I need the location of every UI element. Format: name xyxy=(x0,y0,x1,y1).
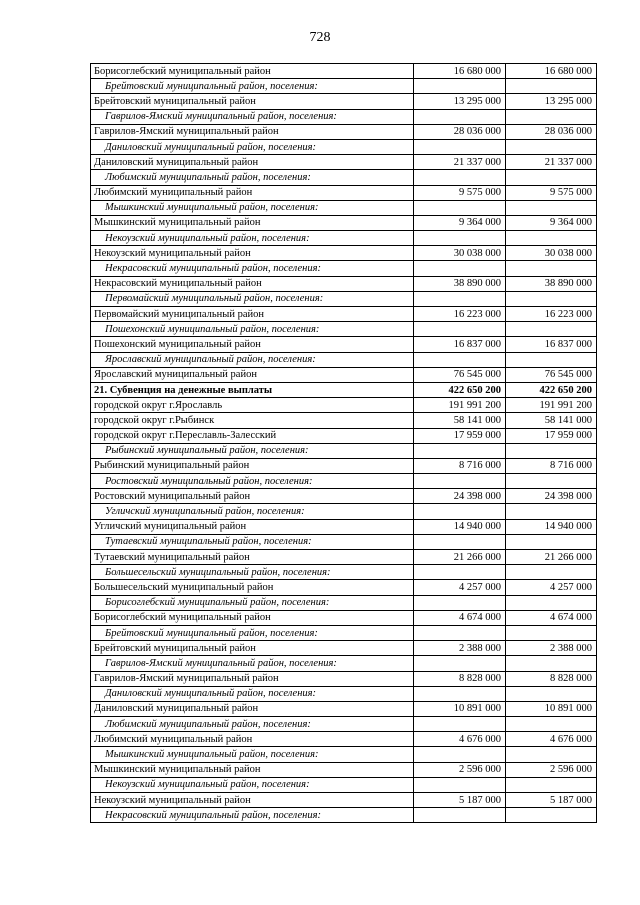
row-name-cell: Первомайский муниципальный район, поселения: xyxy=(91,291,414,306)
row-name-cell: Ростовский муниципальный район xyxy=(91,489,414,504)
row-name-cell: Большесельский муниципальный район xyxy=(91,580,414,595)
table-row-settlements xyxy=(91,79,597,94)
row-name-cell: Рыбинский муниципальный район xyxy=(91,458,414,473)
row-name-cell: Мышкинский муниципальный район xyxy=(91,762,414,777)
row-value-2-cell: 2 388 000 xyxy=(506,641,597,656)
table-row-settlements xyxy=(91,686,597,701)
row-name-cell: Некоузский муниципальный район xyxy=(91,793,414,808)
row-value-1-cell: 17 959 000 xyxy=(414,428,506,443)
row-name-cell: Даниловский муниципальный район, поселения: xyxy=(91,139,414,154)
row-name-cell: Ярославский муниципальный район xyxy=(91,367,414,382)
row-name-cell: Ростовский муниципальный район, поселения: xyxy=(91,474,414,489)
row-value-2-cell: 9 364 000 xyxy=(506,215,597,230)
row-name-cell: Некоузский муниципальный район xyxy=(91,246,414,261)
row-value-1-cell xyxy=(414,504,506,519)
table-row xyxy=(91,641,597,656)
row-value-2-cell: 21 337 000 xyxy=(506,155,597,170)
row-value-1-cell xyxy=(414,352,506,367)
row-value-2-cell xyxy=(506,322,597,337)
row-value-1-cell xyxy=(414,747,506,762)
table-row xyxy=(91,276,597,291)
row-value-1-cell xyxy=(414,231,506,246)
row-value-1-cell xyxy=(414,777,506,792)
table-row xyxy=(91,489,597,504)
row-name-cell: Угличский муниципальный район xyxy=(91,519,414,534)
row-name-cell: Ярославский муниципальный район, поселения: xyxy=(91,352,414,367)
table-row-settlements xyxy=(91,595,597,610)
row-value-1-cell: 16 223 000 xyxy=(414,307,506,322)
row-value-1-cell: 4 674 000 xyxy=(414,610,506,625)
row-value-1-cell: 16 837 000 xyxy=(414,337,506,352)
row-value-2-cell: 21 266 000 xyxy=(506,550,597,565)
table-row xyxy=(91,124,597,139)
table-row xyxy=(91,413,597,428)
table-row-settlements xyxy=(91,443,597,458)
row-value-2-cell xyxy=(506,656,597,671)
row-name-cell: Тутаевский муниципальный район, поселения: xyxy=(91,534,414,549)
table-row-settlements xyxy=(91,474,597,489)
row-value-2-cell: 4 257 000 xyxy=(506,580,597,595)
table-row xyxy=(91,671,597,686)
row-name-cell: Любимский муниципальный район, поселения: xyxy=(91,170,414,185)
row-value-2-cell xyxy=(506,139,597,154)
table-row xyxy=(91,94,597,109)
table-row-settlements xyxy=(91,231,597,246)
row-value-2-cell: 24 398 000 xyxy=(506,489,597,504)
row-name-cell: Мышкинский муниципальный район, поселения: xyxy=(91,747,414,762)
row-name-cell: Тутаевский муниципальный район xyxy=(91,550,414,565)
table-row-section-total xyxy=(91,382,597,397)
row-name-cell: Гаврилов-Ямский муниципальный район, поселения: xyxy=(91,656,414,671)
row-name-cell: Любимский муниципальный район xyxy=(91,732,414,747)
row-value-2-cell xyxy=(506,686,597,701)
row-name-cell: Некоузский муниципальный район, поселения: xyxy=(91,231,414,246)
row-value-1-cell xyxy=(414,595,506,610)
row-value-2-cell xyxy=(506,170,597,185)
table-row-settlements xyxy=(91,170,597,185)
table-row-settlements xyxy=(91,808,597,823)
row-value-2-cell xyxy=(506,352,597,367)
row-value-1-cell: 191 991 200 xyxy=(414,398,506,413)
row-value-1-cell: 14 940 000 xyxy=(414,519,506,534)
row-name-cell: Большесельский муниципальный район, поселения: xyxy=(91,565,414,580)
row-value-2-cell: 10 891 000 xyxy=(506,701,597,716)
table-row-settlements xyxy=(91,352,597,367)
row-value-1-cell xyxy=(414,322,506,337)
row-value-1-cell xyxy=(414,534,506,549)
row-value-2-cell: 4 676 000 xyxy=(506,732,597,747)
table-body xyxy=(91,64,597,823)
table-row xyxy=(91,701,597,716)
row-value-1-cell xyxy=(414,443,506,458)
row-name-cell: Брейтовский муниципальный район xyxy=(91,94,414,109)
row-value-1-cell: 4 257 000 xyxy=(414,580,506,595)
row-value-1-cell xyxy=(414,79,506,94)
table-row xyxy=(91,732,597,747)
row-value-2-cell xyxy=(506,808,597,823)
row-value-2-cell: 5 187 000 xyxy=(506,793,597,808)
row-value-2-cell: 17 959 000 xyxy=(506,428,597,443)
row-value-2-cell xyxy=(506,595,597,610)
table-row-settlements xyxy=(91,656,597,671)
table-row-settlements xyxy=(91,625,597,640)
row-value-1-cell xyxy=(414,261,506,276)
row-value-2-cell: 9 575 000 xyxy=(506,185,597,200)
row-value-1-cell xyxy=(414,109,506,124)
row-name-cell: Любимский муниципальный район xyxy=(91,185,414,200)
row-value-2-cell: 28 036 000 xyxy=(506,124,597,139)
row-value-2-cell xyxy=(506,474,597,489)
row-value-2-cell: 4 674 000 xyxy=(506,610,597,625)
row-name-cell: Мышкинский муниципальный район, поселения: xyxy=(91,200,414,215)
row-value-2-cell: 191 991 200 xyxy=(506,398,597,413)
row-value-1-cell: 10 891 000 xyxy=(414,701,506,716)
row-name-cell: Любимский муниципальный район, поселения: xyxy=(91,717,414,732)
row-name-cell: Борисоглебский муниципальный район xyxy=(91,64,414,79)
row-value-2-cell xyxy=(506,200,597,215)
row-value-1-cell xyxy=(414,808,506,823)
row-value-1-cell: 2 596 000 xyxy=(414,762,506,777)
row-value-2-cell: 422 650 200 xyxy=(506,382,597,397)
row-value-2-cell xyxy=(506,717,597,732)
row-name-cell: Даниловский муниципальный район xyxy=(91,701,414,716)
row-name-cell: Некрасовский муниципальный район xyxy=(91,276,414,291)
row-value-1-cell: 13 295 000 xyxy=(414,94,506,109)
row-name-cell: Угличский муниципальный район, поселения: xyxy=(91,504,414,519)
table-row xyxy=(91,398,597,413)
table-row-settlements xyxy=(91,777,597,792)
table-row xyxy=(91,367,597,382)
table-row-settlements xyxy=(91,139,597,154)
row-value-1-cell: 9 575 000 xyxy=(414,185,506,200)
table-row xyxy=(91,762,597,777)
row-value-2-cell: 2 596 000 xyxy=(506,762,597,777)
table-row xyxy=(91,185,597,200)
row-value-1-cell xyxy=(414,565,506,580)
table-row xyxy=(91,793,597,808)
row-value-2-cell xyxy=(506,291,597,306)
row-value-1-cell xyxy=(414,717,506,732)
row-name-cell: Первомайский муниципальный район xyxy=(91,307,414,322)
row-value-2-cell xyxy=(506,261,597,276)
row-value-1-cell: 30 038 000 xyxy=(414,246,506,261)
table-row-settlements xyxy=(91,261,597,276)
row-name-cell: Гаврилов-Ямский муниципальный район, поселения: xyxy=(91,109,414,124)
row-value-1-cell: 21 266 000 xyxy=(414,550,506,565)
table-row xyxy=(91,610,597,625)
row-name-cell: Гаврилов-Ямский муниципальный район xyxy=(91,671,414,686)
row-value-1-cell: 422 650 200 xyxy=(414,382,506,397)
row-value-1-cell xyxy=(414,291,506,306)
row-name-cell: городской округ г.Рыбинск xyxy=(91,413,414,428)
table-row xyxy=(91,337,597,352)
row-value-2-cell xyxy=(506,534,597,549)
row-value-1-cell: 58 141 000 xyxy=(414,413,506,428)
row-name-cell: Некоузский муниципальный район, поселения: xyxy=(91,777,414,792)
row-name-cell: Борисоглебский муниципальный район, поселения: xyxy=(91,595,414,610)
table-row-settlements xyxy=(91,291,597,306)
row-value-2-cell xyxy=(506,231,597,246)
row-value-2-cell: 16 837 000 xyxy=(506,337,597,352)
row-name-cell: Рыбинский муниципальный район, поселения: xyxy=(91,443,414,458)
row-value-2-cell xyxy=(506,565,597,580)
row-value-1-cell: 28 036 000 xyxy=(414,124,506,139)
table-row xyxy=(91,550,597,565)
row-value-1-cell: 5 187 000 xyxy=(414,793,506,808)
table-row xyxy=(91,64,597,79)
table-row-settlements xyxy=(91,565,597,580)
row-value-2-cell: 8 828 000 xyxy=(506,671,597,686)
row-name-cell: 21. Субвенция на денежные выплаты xyxy=(91,382,414,397)
row-value-1-cell xyxy=(414,656,506,671)
table-row-settlements xyxy=(91,747,597,762)
row-name-cell: Брейтовский муниципальный район xyxy=(91,641,414,656)
row-value-1-cell: 8 716 000 xyxy=(414,458,506,473)
row-value-2-cell xyxy=(506,777,597,792)
row-name-cell: Пошехонский муниципальный район, поселения: xyxy=(91,322,414,337)
row-value-1-cell: 16 680 000 xyxy=(414,64,506,79)
row-name-cell: Гаврилов-Ямский муниципальный район xyxy=(91,124,414,139)
row-name-cell: Даниловский муниципальный район xyxy=(91,155,414,170)
row-value-1-cell: 24 398 000 xyxy=(414,489,506,504)
row-name-cell: Брейтовский муниципальный район, поселения: xyxy=(91,625,414,640)
table-row-settlements xyxy=(91,534,597,549)
row-value-1-cell xyxy=(414,686,506,701)
row-value-1-cell: 8 828 000 xyxy=(414,671,506,686)
row-name-cell: Некрасовский муниципальный район, поселения: xyxy=(91,261,414,276)
row-value-2-cell xyxy=(506,109,597,124)
row-value-1-cell: 2 388 000 xyxy=(414,641,506,656)
row-value-2-cell xyxy=(506,79,597,94)
row-value-2-cell: 13 295 000 xyxy=(506,94,597,109)
row-value-1-cell xyxy=(414,200,506,215)
row-value-2-cell: 16 680 000 xyxy=(506,64,597,79)
row-value-2-cell xyxy=(506,443,597,458)
row-value-2-cell xyxy=(506,625,597,640)
table-row-settlements xyxy=(91,200,597,215)
row-value-1-cell: 38 890 000 xyxy=(414,276,506,291)
table-row-settlements xyxy=(91,717,597,732)
row-name-cell: Борисоглебский муниципальный район xyxy=(91,610,414,625)
table-row xyxy=(91,458,597,473)
table-row-settlements xyxy=(91,322,597,337)
row-name-cell: городской округ г.Переславль-Залесский xyxy=(91,428,414,443)
row-value-2-cell: 16 223 000 xyxy=(506,307,597,322)
table-row xyxy=(91,428,597,443)
row-value-1-cell xyxy=(414,139,506,154)
row-value-1-cell xyxy=(414,170,506,185)
table-row xyxy=(91,580,597,595)
row-value-2-cell xyxy=(506,504,597,519)
row-name-cell: Пошехонский муниципальный район xyxy=(91,337,414,352)
row-value-1-cell xyxy=(414,474,506,489)
table-row xyxy=(91,519,597,534)
row-name-cell: Даниловский муниципальный район, поселения: xyxy=(91,686,414,701)
row-value-1-cell: 9 364 000 xyxy=(414,215,506,230)
table-row-settlements xyxy=(91,109,597,124)
row-value-2-cell: 30 038 000 xyxy=(506,246,597,261)
row-value-2-cell: 76 545 000 xyxy=(506,367,597,382)
row-value-1-cell xyxy=(414,625,506,640)
row-name-cell: Мышкинский муниципальный район xyxy=(91,215,414,230)
row-value-2-cell: 14 940 000 xyxy=(506,519,597,534)
row-value-2-cell xyxy=(506,747,597,762)
row-value-1-cell: 76 545 000 xyxy=(414,367,506,382)
row-name-cell: Некрасовский муниципальный район, поселения: xyxy=(91,808,414,823)
row-value-2-cell: 38 890 000 xyxy=(506,276,597,291)
row-value-1-cell: 21 337 000 xyxy=(414,155,506,170)
table-row xyxy=(91,155,597,170)
row-value-2-cell: 8 716 000 xyxy=(506,458,597,473)
row-value-2-cell: 58 141 000 xyxy=(506,413,597,428)
row-name-cell: городской округ г.Ярославль xyxy=(91,398,414,413)
table-row xyxy=(91,215,597,230)
page-number: 728 xyxy=(309,30,331,45)
row-name-cell: Брейтовский муниципальный район, поселения: xyxy=(91,79,414,94)
table-row-settlements xyxy=(91,504,597,519)
table-row xyxy=(91,246,597,261)
budget-table xyxy=(90,63,597,823)
table-row xyxy=(91,307,597,322)
row-value-1-cell: 4 676 000 xyxy=(414,732,506,747)
